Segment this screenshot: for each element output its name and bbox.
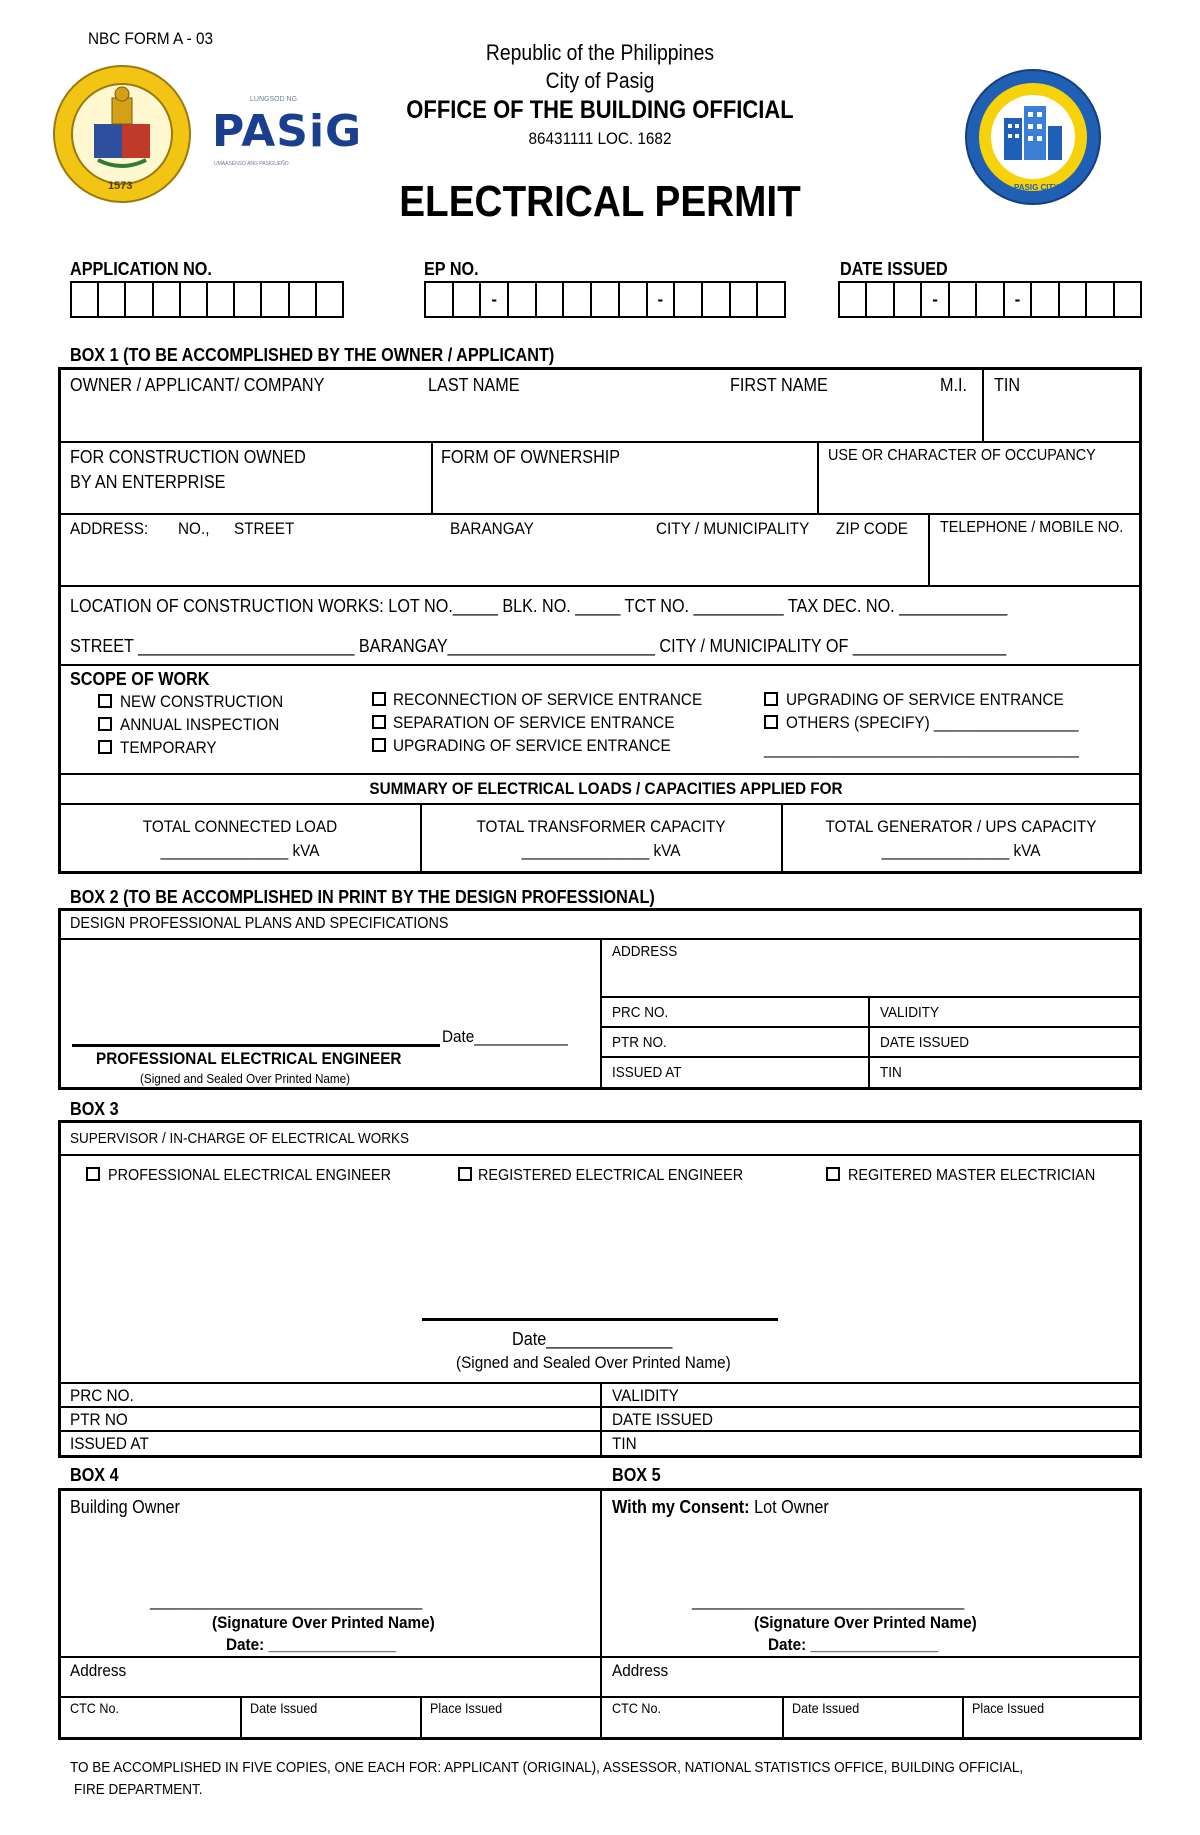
upgrading-label-right: UPGRADING OF SERVICE ENTRANCE (786, 690, 1064, 709)
box4-label: Building Owner (70, 1497, 180, 1517)
scope-title: SCOPE OF WORK (70, 669, 210, 689)
divider (600, 1382, 602, 1456)
box5-place-issued-label[interactable]: Place Issued (972, 1700, 1045, 1716)
plans-label: DESIGN PROFESSIONAL PLANS AND SPECIFICATIONS (70, 915, 449, 932)
box2-issued-at-label[interactable]: ISSUED AT (612, 1064, 682, 1081)
new-construction-label: NEW CONSTRUCTION (120, 692, 284, 711)
divider (420, 1696, 422, 1738)
generator-capacity-label: TOTAL GENERATOR / UPS CAPACITY (825, 817, 1097, 836)
box2-prc-label[interactable]: PRC NO. (612, 1004, 669, 1021)
divider (600, 1696, 1140, 1698)
address-zip-label[interactable]: ZIP CODE (836, 519, 908, 538)
header-phone: 86431111 LOC. 1682 (528, 129, 672, 148)
owner-label: OWNER / APPLICANT/ COMPANY (70, 375, 325, 395)
reconnection-label: RECONNECTION OF SERVICE ENTRANCE (393, 690, 703, 709)
annual-inspection-label: ANNUAL INSPECTION (120, 715, 280, 734)
box5-signature-label: (Signature Over Printed Name) (754, 1613, 977, 1632)
divider (817, 443, 819, 513)
divider (420, 805, 422, 872)
tin-label[interactable]: TIN (994, 375, 1021, 395)
divider (928, 515, 930, 585)
telephone-label[interactable]: TELEPHONE / MOBILE NO. (940, 519, 1124, 536)
signature-line (72, 1044, 440, 1047)
separation-checkbox[interactable] (372, 715, 386, 729)
divider (600, 1656, 1140, 1658)
box5-heading: BOX 5 (612, 1465, 661, 1485)
divider (60, 1656, 600, 1658)
divider (60, 513, 1140, 515)
temporary-checkbox[interactable] (98, 740, 112, 754)
box3-heading: BOX 3 (70, 1099, 119, 1119)
separation-label: SEPARATION OF SERVICE ENTRANCE (393, 713, 675, 732)
divider (60, 441, 1140, 443)
divider (60, 803, 1140, 805)
box3-tin-label[interactable]: TIN (612, 1434, 637, 1453)
location-line[interactable]: LOCATION OF CONSTRUCTION WORKS: LOT NO._____ BLK. NO. _____ TCT NO. __________ TAX DEC. NO. ____________ (70, 596, 1008, 616)
box5-lot-owner: Lot Owner (754, 1497, 829, 1517)
box3-issued-at-label[interactable]: ISSUED AT (70, 1434, 149, 1453)
footer-line-1: TO BE ACCOMPLISHED IN FIVE COPIES, ONE EACH FOR: APPLICANT (ORIGINAL), ASSESSOR, NATIONAL STATISTICS OFFICE, BUILDING OFFICIAL, (70, 1759, 1024, 1776)
header-city: City of Pasig (545, 68, 655, 93)
divider (60, 773, 1140, 775)
pasig-logo-wordmark: PASiG (212, 106, 363, 157)
supervisor-label: SUPERVISOR / IN-CHARGE OF ELECTRICAL WORKS (70, 1130, 410, 1147)
form-code: NBC FORM A - 03 (88, 29, 213, 48)
address-label: ADDRESS: (70, 519, 149, 538)
generator-capacity-value[interactable]: _______________ kVA (881, 841, 1041, 860)
header-republic: Republic of the Philippines (485, 40, 715, 65)
box3-date[interactable]: Date______________ (512, 1329, 673, 1349)
signature-line (422, 1318, 778, 1321)
box4-signature-label: (Signature Over Printed Name) (212, 1613, 435, 1632)
reconnection-checkbox[interactable] (372, 692, 386, 706)
box5-signature-line[interactable]: ________________________________ (692, 1591, 965, 1610)
first-name-label[interactable]: FIRST NAME (730, 375, 828, 395)
box4-place-issued-label[interactable]: Place Issued (430, 1700, 503, 1716)
divider (60, 585, 1140, 587)
box4-ctc-label[interactable]: CTC No. (70, 1700, 120, 1716)
box4-date-issued-label[interactable]: Date Issued (250, 1700, 318, 1716)
mi-label[interactable]: M.I. (940, 375, 967, 395)
upgrading-checkbox-right[interactable] (764, 692, 778, 706)
enterprise-label-2: BY AN ENTERPRISE (70, 472, 226, 492)
box3-pee-label: PROFESSIONAL ELECTRICAL ENGINEER (108, 1167, 392, 1184)
box2-address-label[interactable]: ADDRESS (612, 943, 678, 960)
box3-signed-note: (Signed and Sealed Over Printed Name) (456, 1353, 731, 1372)
use-occupancy-label[interactable]: USE OR CHARACTER OF OCCUPANCY (828, 447, 1096, 464)
box3-rme-label: REGITERED MASTER ELECTRICIAN (848, 1167, 1096, 1184)
new-construction-checkbox[interactable] (98, 694, 112, 708)
page-title: ELECTRICAL PERMIT (399, 177, 801, 226)
box5-date-issued-label[interactable]: Date Issued (792, 1700, 860, 1716)
enterprise-label-1: FOR CONSTRUCTION OWNED (70, 447, 306, 467)
address-no-label[interactable]: NO., (178, 519, 210, 538)
street-line[interactable]: STREET ________________________ BARANGAY_______________________ CITY / MUNICIPALITY OF _________________ (70, 636, 1007, 656)
box2-signed-note: (Signed and Sealed Over Printed Name) (140, 1071, 351, 1086)
box3-prc-label[interactable]: PRC NO. (70, 1386, 134, 1405)
summary-heading: SUMMARY OF ELECTRICAL LOADS / CAPACITIES APPLIED FOR (369, 779, 843, 798)
connected-load-value[interactable]: _______________ kVA (160, 841, 320, 860)
divider (431, 443, 433, 513)
divider (60, 664, 1140, 666)
box5-date[interactable]: Date: _______________ (768, 1635, 939, 1654)
box1-heading: BOX 1 (TO BE ACCOMPLISHED BY THE OWNER / APPLICANT) (70, 345, 555, 365)
box3-ptr-label[interactable]: PTR NO (70, 1410, 128, 1429)
pasig-logo-top: LUNGSOD NG (250, 96, 298, 103)
upgrading-label-left: UPGRADING OF SERVICE ENTRANCE (393, 736, 671, 755)
divider (600, 1490, 602, 1738)
box3-date-issued-label[interactable]: DATE ISSUED (612, 1410, 713, 1429)
others-label[interactable]: OTHERS (SPECIFY) _________________ (786, 713, 1079, 732)
temporary-label: TEMPORARY (120, 738, 217, 757)
divider (240, 1696, 242, 1738)
divider (60, 1154, 1140, 1156)
header-office: OFFICE OF THE BUILDING OFFICIAL (406, 96, 794, 124)
date-issued-field[interactable]: - - (838, 281, 1142, 318)
box2-validity-label[interactable]: VALIDITY (880, 1004, 940, 1021)
divider (782, 1696, 784, 1738)
box5-label (612, 1498, 829, 1516)
others-line[interactable]: _____________________________________ (764, 739, 1079, 758)
divider (982, 369, 984, 441)
box2-ptr-label[interactable]: PTR NO. (612, 1034, 667, 1051)
footer-line-2: FIRE DEPARTMENT. (74, 1781, 203, 1798)
box2-date[interactable]: Date___________ (442, 1027, 568, 1046)
connected-load-label: TOTAL CONNECTED LOAD (142, 817, 338, 836)
transformer-capacity-value[interactable]: _______________ kVA (521, 841, 681, 860)
form-of-ownership-label[interactable]: FORM OF OWNERSHIP (441, 447, 621, 467)
ep-no-label: EP NO. (424, 259, 479, 279)
box3-rme-checkbox[interactable] (826, 1167, 840, 1181)
divider (60, 1696, 600, 1698)
application-no-label: APPLICATION NO. (70, 259, 212, 279)
transformer-capacity-label: TOTAL TRANSFORMER CAPACITY (476, 817, 726, 836)
box4-address-label[interactable]: Address (70, 1661, 127, 1680)
divider (600, 938, 602, 1088)
box5-consent: With my Consent: (612, 1497, 750, 1517)
divider (600, 1026, 1140, 1028)
divider (600, 1056, 1140, 1058)
box3-validity-label[interactable]: VALIDITY (612, 1386, 679, 1405)
box3-pee-checkbox[interactable] (86, 1167, 100, 1181)
address-barangay-label[interactable]: BARANGAY (450, 519, 534, 538)
box5-ctc-label[interactable]: CTC No. (612, 1700, 662, 1716)
date-issued-label: DATE ISSUED (840, 259, 948, 279)
others-checkbox[interactable] (764, 715, 778, 729)
box4-signature-line[interactable]: ________________________________ (150, 1591, 423, 1610)
box5-address-label[interactable]: Address (612, 1661, 669, 1680)
address-city-label[interactable]: CITY / MUNICIPALITY (656, 519, 810, 538)
upgrading-checkbox-left[interactable] (372, 738, 386, 752)
ep-no-field[interactable]: - - (424, 281, 786, 318)
box3-ree-checkbox[interactable] (458, 1167, 472, 1181)
application-no-field[interactable] (70, 281, 344, 318)
building-official-logo (964, 68, 1102, 206)
box2-engineer-title: PROFESSIONAL ELECTRICAL ENGINEER (96, 1049, 402, 1068)
pasig-logo-tagline: UMAASENSO ANG PASIGUEÑO (214, 161, 289, 167)
box2-heading: BOX 2 (TO BE ACCOMPLISHED IN PRINT BY THE DESIGN PROFESSIONAL) (70, 887, 655, 907)
last-name-label[interactable]: LAST NAME (428, 375, 520, 395)
divider (868, 996, 870, 1088)
box4-date[interactable]: Date: _______________ (226, 1635, 397, 1654)
annual-inspection-checkbox[interactable] (98, 717, 112, 731)
box3-ree-label: REGISTERED ELECTRICAL ENGINEER (478, 1167, 744, 1184)
address-street-label[interactable]: STREET (234, 519, 295, 538)
divider (781, 805, 783, 872)
box2-date-issued-label[interactable]: DATE ISSUED (880, 1034, 970, 1051)
obo-logo-sub: PASIG CITY (1014, 183, 1059, 192)
divider (600, 996, 1140, 998)
divider (962, 1696, 964, 1738)
box2-tin-label[interactable]: TIN (880, 1064, 902, 1081)
box4-heading: BOX 4 (70, 1465, 119, 1485)
seal-year: 1573 (108, 180, 133, 192)
